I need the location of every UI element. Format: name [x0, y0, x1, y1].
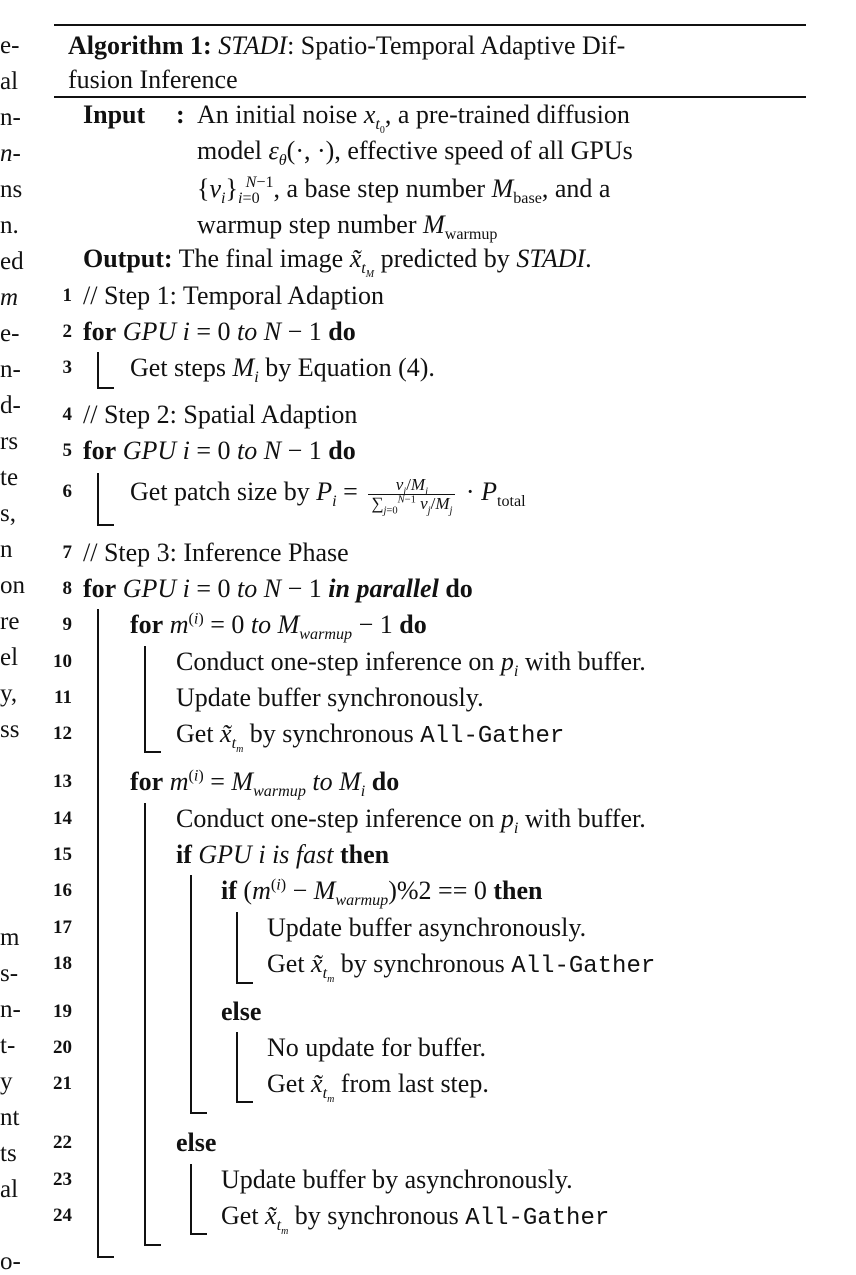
left-fragment: te: [0, 464, 19, 491]
code-line-21: Get $x̃_{t_m}$ from last step.: [267, 1069, 489, 1106]
input-text-line-4: warmup step number $M_{warmup}$: [197, 210, 498, 244]
line-number: 8: [62, 578, 72, 599]
left-fragment: rs: [0, 428, 19, 455]
line-number: 17: [53, 917, 72, 938]
block-bar: [97, 609, 99, 1257]
line-number: 4: [62, 404, 72, 425]
line-number: 9: [62, 614, 72, 635]
block-foot: [97, 524, 114, 526]
line-number: 10: [53, 651, 72, 672]
block-bar: [144, 803, 146, 1245]
code-line-2: for GPU i = 0 to N − 1 do: [83, 317, 356, 346]
code-line-3: Get steps $M_i$ by Equation (4).: [130, 353, 435, 387]
left-fragment: m: [0, 924, 20, 951]
line-number: 13: [53, 771, 72, 792]
left-fragment: o-: [0, 1248, 21, 1275]
left-fragment: n-: [0, 356, 21, 383]
block-bar: [190, 1164, 192, 1234]
output-line: Output: The final image $x̃_{t_M}$ predicted by STADI.: [83, 244, 592, 281]
code-line-24: Get $x̃_{t_m}$ by synchronous All-Gather: [221, 1201, 610, 1238]
block-bar: [236, 1032, 238, 1102]
code-line-13: for $m^{(i)} = M_{warmup}$ to $M_i$ do: [130, 767, 400, 801]
code-line-14: Conduct one-step inference on $p_i$ with buffer.: [176, 804, 646, 838]
code-line-18: Get $x̃_{t_m}$ by synchronous All-Gather: [267, 949, 656, 986]
left-fragment: el: [0, 644, 19, 671]
left-fragment: t-: [0, 1032, 16, 1059]
code-line-10: Conduct one-step inference on $p_i$ with buffer.: [176, 647, 646, 681]
code-line-8: for GPU i = 0 to N − 1 in parallel do: [83, 574, 473, 603]
code-line-11: Update buffer synchronously.: [176, 683, 484, 712]
left-fragment: y,: [0, 680, 18, 707]
input-label: Input: [83, 100, 146, 129]
algorithm-title: [68, 29, 625, 63]
block-foot: [236, 982, 253, 984]
left-fragment: n-: [0, 140, 21, 167]
line-number: 18: [53, 953, 72, 974]
block-bar: [190, 875, 192, 1113]
block-bar: [144, 646, 146, 752]
left-fragment: re: [0, 608, 20, 635]
left-fragment: n.: [0, 212, 19, 239]
left-fragment: ts: [0, 1140, 17, 1167]
code-line-9: for $m^{(i)} = 0$ to $M_{warmup} - 1$ do: [130, 610, 427, 644]
code-line-22: else: [176, 1128, 217, 1157]
left-fragment: ss: [0, 716, 20, 743]
input-colon: :: [176, 100, 185, 129]
block-foot: [97, 1256, 114, 1258]
left-fragment: ed: [0, 248, 24, 275]
code-line-15: if GPU i is fast then: [176, 840, 390, 869]
line-number: 22: [53, 1132, 72, 1153]
block-bar: [236, 912, 238, 983]
algorithm-name: STADI: [218, 31, 288, 60]
block-foot: [97, 387, 114, 389]
block-foot: [190, 1112, 207, 1114]
left-fragment: s-: [0, 960, 19, 987]
left-fragment: d-: [0, 392, 21, 419]
left-fragment: m: [0, 284, 19, 311]
line-number: 15: [53, 844, 72, 865]
code-line-16: if $(m^{(i)} - M_{warmup})\%2 == 0$ then: [221, 876, 543, 910]
code-line-6: Get patch size by $P_i$ = $\frac{v_i/M_i}{\sum_{j=0}^{N-1} v_j/M_j}$ · $P_{total}$: [130, 474, 526, 516]
input-text-line-3: $\{v_i\}_{i=0}^{N-1}$, a base step number $M_{base}$, and a: [197, 174, 611, 208]
line-number: 5: [62, 440, 72, 461]
code-line-4: // Step 2: Spatial Adaption: [83, 400, 358, 429]
left-fragment: n: [0, 536, 13, 563]
algorithm-title-cont: fusion Inference: [68, 65, 238, 94]
left-fragment: y: [0, 1068, 13, 1095]
left-fragment: nt: [0, 1104, 20, 1131]
left-fragment: on: [0, 572, 25, 599]
line-number: 11: [54, 687, 72, 708]
code-line-7: // Step 3: Inference Phase: [83, 538, 349, 567]
left-fragment: n-: [0, 996, 21, 1023]
line-number: 16: [53, 880, 72, 901]
line-number: 1: [62, 285, 72, 306]
line-number: 23: [53, 1169, 72, 1190]
line-number: 20: [53, 1037, 72, 1058]
code-line-12: Get $x̃_{t_m}$ by synchronous All-Gather: [176, 719, 565, 756]
block-bar: [97, 473, 99, 525]
left-fragment: ns: [0, 176, 23, 203]
line-number: 7: [62, 542, 72, 563]
code-line-17: Update buffer asynchronously.: [267, 913, 587, 942]
algorithm-title-text: : Spatio-Temporal Adaptive Dif-: [287, 31, 626, 60]
line-number: 12: [53, 723, 72, 744]
left-fragment: e-: [0, 32, 20, 59]
left-fragment: al: [0, 68, 19, 95]
block-foot: [144, 751, 161, 753]
patch-size-fraction: $\frac{v_i/M_i}{\sum_{j=0}^{N-1} v_j/M_j}$: [368, 476, 455, 513]
code-line-1: // Step 1: Temporal Adaption: [83, 281, 385, 310]
block-bar: [97, 352, 99, 388]
line-number: 21: [53, 1073, 72, 1094]
code-line-20: No update for buffer.: [267, 1033, 487, 1062]
line-number: 6: [62, 481, 72, 502]
block-foot: [190, 1233, 207, 1235]
left-fragment: al: [0, 1176, 19, 1203]
line-number: 24: [53, 1205, 72, 1226]
left-fragment: n-: [0, 104, 21, 131]
line-number: 19: [53, 1001, 72, 1022]
input-text-line-1: An initial noise $x_{t_0}$, a pre-trained diffusion: [197, 100, 630, 137]
block-foot: [236, 1101, 253, 1103]
algorithm-top-rule: [54, 24, 806, 26]
left-fragment: e-: [0, 320, 20, 347]
code-line-5: for GPU i = 0 to N − 1 do: [83, 436, 356, 465]
left-fragment: s,: [0, 500, 16, 527]
algorithm-label: Algorithm 1:: [68, 31, 212, 60]
line-number: 3: [62, 357, 72, 378]
input-text-line-2: model $\varepsilon_\theta(\cdot$, ·), effective speed of all GPUs: [197, 136, 633, 170]
line-number: 14: [53, 808, 72, 829]
line-number: 2: [62, 321, 72, 342]
block-foot: [144, 1244, 161, 1246]
code-line-19: else: [221, 997, 262, 1026]
code-line-23: Update buffer by asynchronously.: [221, 1165, 573, 1194]
